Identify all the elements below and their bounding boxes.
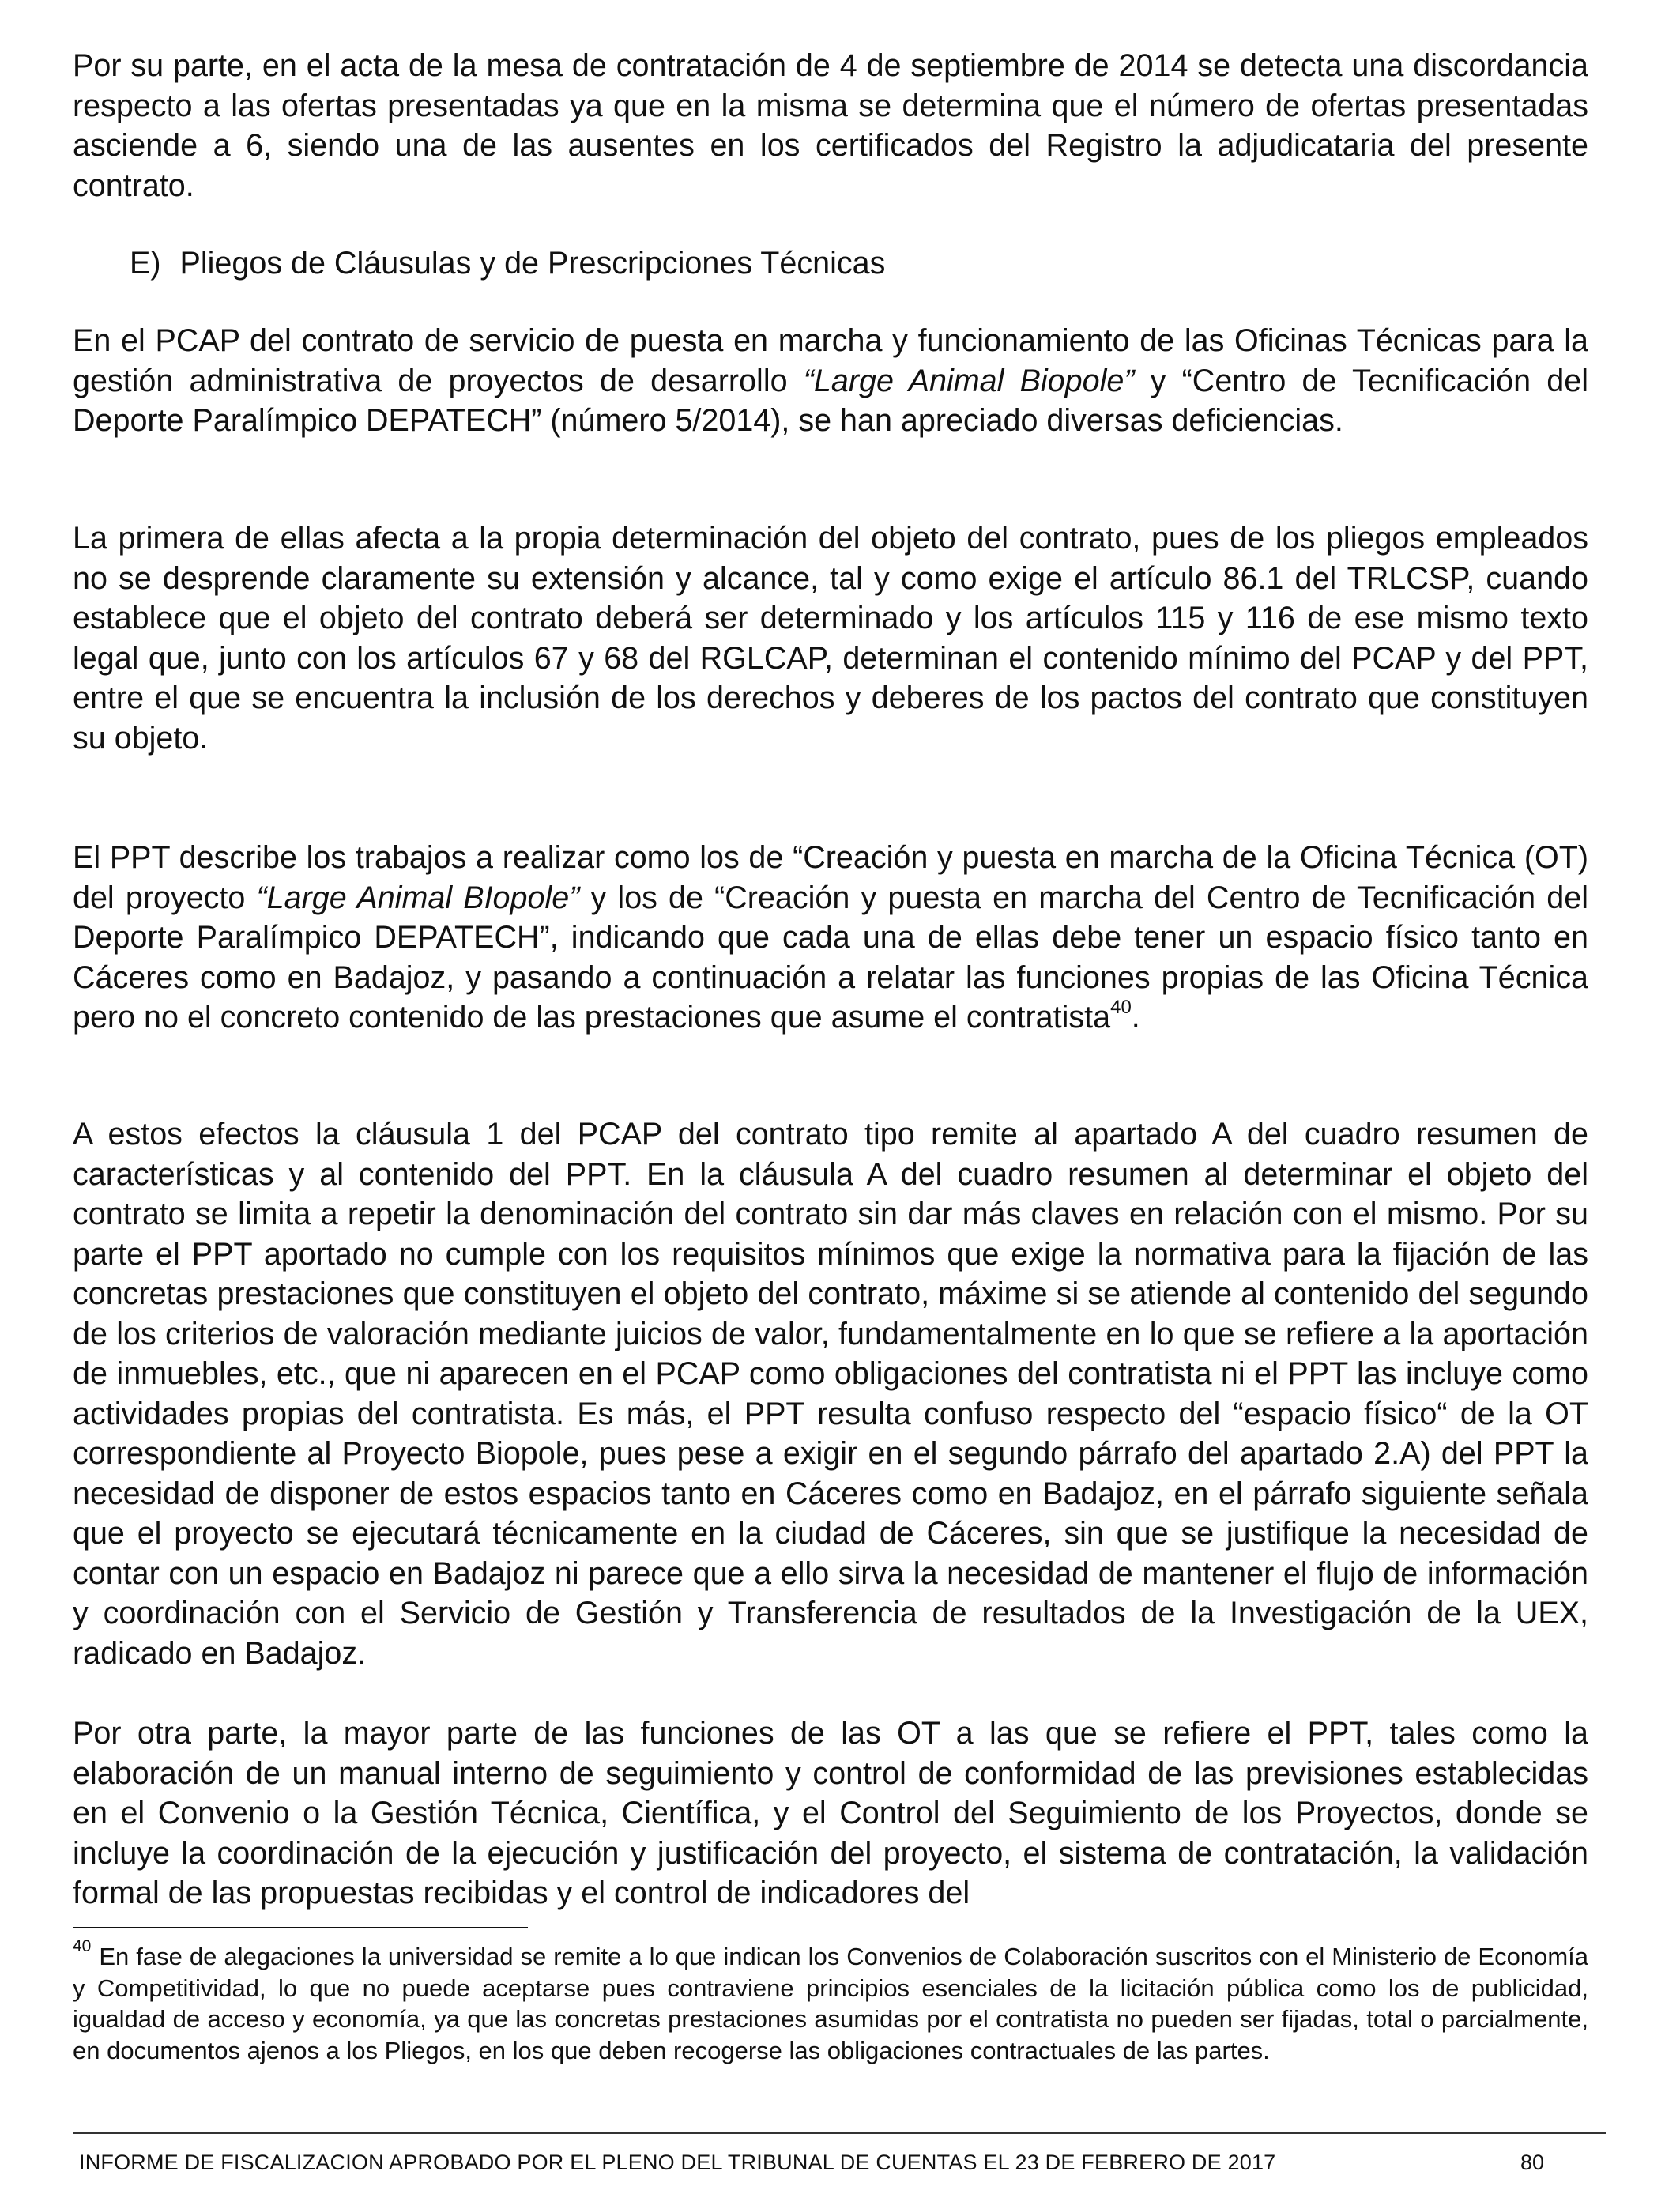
footer-report-title: INFORME DE FISCALIZACION APROBADO POR EL PLENO DEL TRIBUNAL DE CUENTAS EL 23 DE FEBRERO DE 2017 — [79, 2151, 1276, 2174]
section-heading-text: Pliegos de Cláusulas y de Prescripciones Técnicas — [179, 246, 886, 281]
section-heading-letter: E) — [130, 246, 161, 281]
paragraph-text: El PPT describe los trabajos a realizar como los de “Creación y puesta en marcha de la Oficina Técnica (OT) del proyecto — [73, 840, 1588, 915]
paragraph-text: y “Centro de Tecnificación del Deporte Paralímpico DEPATECH” (número 5/2014), se han apreciado diversas deficiencias. — [73, 363, 1588, 438]
footnote-separator — [73, 1927, 528, 1928]
italic-project-name: “Large Animal BIopole” — [256, 880, 580, 915]
paragraph-acta-mesa: Por su parte, en el acta de la mesa de contratación de 4 de septiembre de 2014 se detecta una discordancia respecto a las ofertas presentadas ya que en la misma se determina que el número de ofertas presentadas asciende a 6, siendo una de las ausentes en los certificados del Registro la adjudicataria del presente contrato. — [73, 48, 1588, 203]
paragraph-text: y los de “Creación y puesta en marcha del Centro de Tecnificación del Deporte Paralímpico DEPATECH”, indicando que cada una de ellas debe tener un espacio físico tanto en Cáceres como en Badajoz, y pasando a continuación a relatar las funciones propias de las Oficina Técnica pero no el concreto contenido de las prestaciones que asume el contratista — [73, 880, 1588, 1035]
paragraph-objeto-contrato: La primera de ellas afecta a la propia determinación del objeto del contrato, pues de los pliegos empleados no se desprende claramente su extensión y alcance, tal y como exige el artículo 86.1 del TRLCSP, cuando establece que el objeto del contrato deberá ser determinado y los artículos 115 y 116 de ese mismo texto legal que, junto con los artículos 67 y 68 del RGLCAP, determinan el contenido mínimo del PCAP y del PPT, entre el que se encuentra la inclusión de los derechos y deberes de los pactos del contrato que constituyen su objeto. — [73, 521, 1588, 756]
paragraph-text: En el PCAP del contrato de servicio de puesta en marcha y funcionamiento de las Oficinas Técnicas para la gestión administrativa de proyectos de desarrollo — [73, 323, 1588, 398]
paragraph-pcap-intro — [73, 321, 1588, 441]
italic-project-name: “Large Animal Biopole” — [803, 363, 1135, 398]
page-number: 80 — [1520, 2151, 1545, 2174]
paragraph-text: . — [1131, 1000, 1140, 1035]
section-heading-e — [130, 243, 885, 283]
footer-separator — [73, 2132, 1606, 2134]
footnote-reference[interactable]: 40 — [1110, 996, 1132, 1018]
footnote-number: 40 — [73, 1936, 92, 1955]
paragraph-funciones-ot: Por otra parte, la mayor parte de las funciones de las OT a las que se refiere el PPT, tales como la elaboración de un manual interno de seguimiento y control de conformidad de las previsiones establecidas en el Convenio o la Gestión Técnica, Científica, y el Control del Seguimiento de los Proyectos, donde se incluye la coordinación de la ejecución y justificación del proyecto, el sistema de contratación, la validación formal de las propuestas recibidas y el control de indicadores del — [73, 1716, 1588, 1910]
paragraph-ppt-trabajos — [73, 838, 1588, 1038]
footnote-40 — [73, 1936, 1588, 2066]
footnote-text: En fase de alegaciones la universidad se remite a lo que indican los Convenios de Colaboración suscritos con el Ministerio de Economía y Competitividad, lo que no puede aceptarse pues contraviene principios esenciales de la licitación pública como los de publicidad, igualdad de acceso y economía, ya que las concretas prestaciones asumidas por el contratista no pueden ser fijadas, total o parcialmente, en documentos ajenos a los Pliegos, en los que deben recogerse las obligaciones contractuales de las partes. — [73, 1943, 1588, 2064]
paragraph-clausula-pcap: A estos efectos la cláusula 1 del PCAP del contrato tipo remite al apartado A del cuadro resumen de características y al contenido del PPT. En la cláusula A del cuadro resumen al determinar el objeto del contrato se limita a repetir la denominación del contrato sin dar más claves en relación con el mismo. Por su parte el PPT aportado no cumple con los requisitos mínimos que exige la normativa para la fijación de las concretas prestaciones que constituyen el objeto del contrato, máxime si se atiende al contenido del segundo de los criterios de valoración mediante juicios de valor, fundamentalmente en lo que se refiere a la aportación de inmuebles, etc., que ni aparecen en el PCAP como obligaciones del contratista ni el PPT las incluye como actividades propias del contratista. Es más, el PPT resulta confuso respecto del “espacio físico“ de la OT correspondiente al Proyecto Biopole, pues pese a exigir en el segundo párrafo del apartado 2.A) del PPT la necesidad de disponer de estos espacios tanto en Cáceres como en Badajoz, en el párrafo siguiente señala que el proyecto se ejecutará técnicamente en la ciudad de Cáceres, sin que se justifique la necesidad de contar con un espacio en Badajoz ni parece que a ello sirva la necesidad de mantener el flujo de información y coordinación con el Servicio de Gestión y Transferencia de resultados de la Investigación de la UEX, radicado en Badajoz. — [73, 1117, 1588, 1671]
